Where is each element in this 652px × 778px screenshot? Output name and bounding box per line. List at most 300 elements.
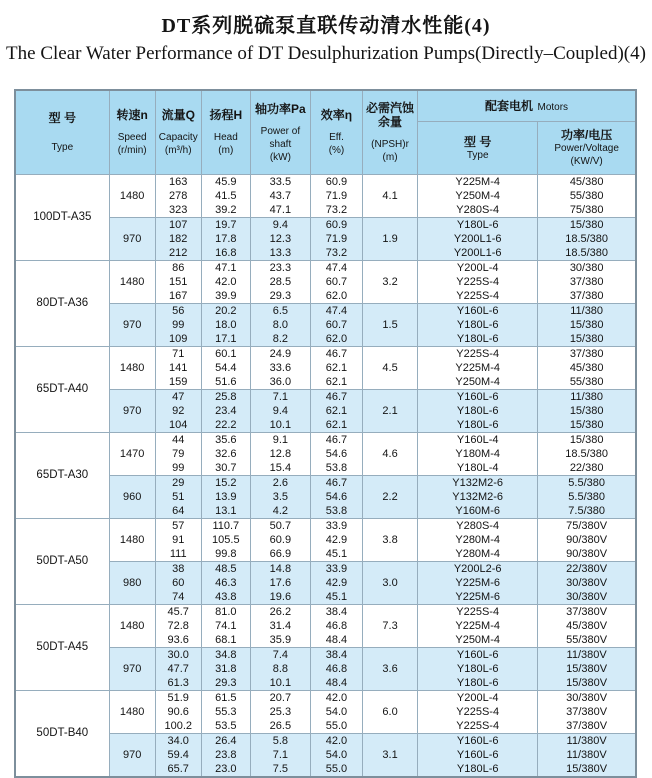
motor-power-voltage-cell: 11/380V — [538, 648, 636, 663]
capacity-cell: 30.0 — [155, 648, 201, 663]
table-body — [15, 175, 636, 778]
shaft-power-cell: 33.6 — [250, 361, 310, 375]
motor-type-cell: Y225S-4 — [418, 719, 538, 734]
shaft-power-cell: 7.5 — [250, 762, 310, 777]
capacity-cell: 74 — [155, 590, 201, 605]
motor-power-voltage-cell: 18.5/380 — [538, 447, 636, 461]
motor-power-voltage-cell: 15/380 — [538, 418, 636, 433]
capacity-cell: 51.9 — [155, 691, 201, 706]
col-header-efficiency-en: Eff. — [329, 132, 344, 143]
speed-cell: 1480 — [109, 605, 155, 648]
capacity-cell: 57 — [155, 519, 201, 534]
head-cell: 15.2 — [201, 476, 250, 491]
capacity-cell: 212 — [155, 246, 201, 261]
shaft-power-cell: 50.7 — [250, 519, 310, 534]
motor-type-cell: Y225M-6 — [418, 590, 538, 605]
table-row — [15, 347, 636, 362]
pump-type-cell: 65DT-A30 — [15, 433, 109, 519]
col-header-type — [15, 90, 109, 175]
capacity-cell: 104 — [155, 418, 201, 433]
head-cell: 26.4 — [201, 734, 250, 749]
efficiency-cell: 46.7 — [310, 390, 362, 405]
efficiency-cell: 54.6 — [310, 447, 362, 461]
efficiency-cell: 53.8 — [310, 461, 362, 476]
efficiency-cell: 38.4 — [310, 648, 362, 663]
pump-type-cell: 80DT-A36 — [15, 261, 109, 347]
motor-power-voltage-cell: 11/380 — [538, 304, 636, 319]
col-header-speed — [109, 90, 155, 175]
shaft-power-cell: 33.5 — [250, 175, 310, 190]
motor-power-voltage-cell: 15/380 — [538, 433, 636, 448]
npsh-cell: 1.9 — [363, 218, 418, 261]
motor-power-voltage-cell: 37/380V — [538, 705, 636, 719]
head-cell: 60.1 — [201, 347, 250, 362]
motor-power-voltage-cell: 75/380 — [538, 203, 636, 218]
head-cell: 99.8 — [201, 547, 250, 562]
shaft-power-cell: 8.0 — [250, 318, 310, 332]
shaft-power-cell: 24.9 — [250, 347, 310, 362]
capacity-cell: 182 — [155, 232, 201, 246]
efficiency-cell: 54.6 — [310, 490, 362, 504]
motor-power-voltage-cell: 37/380 — [538, 275, 636, 289]
shaft-power-cell: 9.4 — [250, 404, 310, 418]
motor-power-voltage-cell: 37/380 — [538, 289, 636, 304]
motor-power-voltage-cell: 15/380 — [538, 332, 636, 347]
npsh-cell: 4.1 — [363, 175, 418, 218]
capacity-cell: 278 — [155, 189, 201, 203]
capacity-cell: 100.2 — [155, 719, 201, 734]
efficiency-cell: 60.7 — [310, 275, 362, 289]
capacity-cell: 111 — [155, 547, 201, 562]
efficiency-cell: 60.7 — [310, 318, 362, 332]
shaft-power-cell: 31.4 — [250, 619, 310, 633]
head-cell: 22.2 — [201, 418, 250, 433]
head-cell: 41.5 — [201, 189, 250, 203]
col-header-motor-type-en: Type — [466, 149, 489, 161]
motor-type-cell: Y250M-4 — [418, 375, 538, 390]
capacity-cell: 59.4 — [155, 748, 201, 762]
motor-type-cell: Y180L-6 — [418, 662, 538, 676]
shaft-power-cell: 17.6 — [250, 576, 310, 590]
motor-power-voltage-cell: 15/380V — [538, 662, 636, 676]
motor-power-voltage-cell: 45/380V — [538, 619, 636, 633]
efficiency-cell: 62.0 — [310, 289, 362, 304]
speed-cell: 1470 — [109, 433, 155, 476]
motor-type-cell: Y225M-4 — [418, 175, 538, 190]
capacity-cell: 38 — [155, 562, 201, 577]
speed-cell: 1480 — [109, 347, 155, 390]
motor-power-voltage-cell: 7.5/380 — [538, 504, 636, 519]
npsh-cell: 4.6 — [363, 433, 418, 476]
efficiency-cell: 45.1 — [310, 547, 362, 562]
motor-power-voltage-cell: 22/380V — [538, 562, 636, 577]
col-header-motors — [418, 90, 636, 122]
capacity-cell: 93.6 — [155, 633, 201, 648]
shaft-power-cell: 2.6 — [250, 476, 310, 491]
capacity-cell: 151 — [155, 275, 201, 289]
efficiency-cell: 42.0 — [310, 691, 362, 706]
head-cell: 23.0 — [201, 762, 250, 777]
capacity-cell: 90.6 — [155, 705, 201, 719]
motor-type-cell: Y280M-4 — [418, 533, 538, 547]
motor-power-voltage-cell: 37/380V — [538, 605, 636, 620]
capacity-cell: 60 — [155, 576, 201, 590]
motor-type-cell: Y280M-4 — [418, 547, 538, 562]
shaft-power-cell: 4.2 — [250, 504, 310, 519]
col-header-type-en: Type — [51, 142, 74, 153]
motor-power-voltage-cell: 30/380V — [538, 691, 636, 706]
col-header-shaft-power-unit: (kW) — [269, 151, 291, 163]
head-cell: 68.1 — [201, 633, 250, 648]
npsh-cell: 3.6 — [363, 648, 418, 691]
col-header-efficiency-unit: (%) — [328, 145, 345, 156]
col-header-motors-en: Motors — [537, 102, 569, 113]
capacity-cell: 323 — [155, 203, 201, 218]
motor-type-cell: Y180L-6 — [418, 762, 538, 777]
motor-type-cell: Y225M-4 — [418, 361, 538, 375]
motor-type-cell: Y160L-6 — [418, 748, 538, 762]
speed-cell: 980 — [109, 562, 155, 605]
efficiency-cell: 47.4 — [310, 304, 362, 319]
shaft-power-cell: 5.8 — [250, 734, 310, 749]
col-header-shaft-power-zh: 轴功率Pa — [255, 101, 306, 116]
capacity-cell: 99 — [155, 318, 201, 332]
head-cell: 34.8 — [201, 648, 250, 663]
capacity-cell: 47.7 — [155, 662, 201, 676]
table-header — [15, 90, 636, 175]
capacity-cell: 107 — [155, 218, 201, 233]
capacity-cell: 91 — [155, 533, 201, 547]
pump-type-cell: 65DT-A40 — [15, 347, 109, 433]
head-cell: 35.6 — [201, 433, 250, 448]
table-row — [15, 175, 636, 190]
shaft-power-cell: 6.5 — [250, 304, 310, 319]
motor-type-cell: Y225S-4 — [418, 289, 538, 304]
speed-cell: 1480 — [109, 175, 155, 218]
efficiency-cell: 60.9 — [310, 218, 362, 233]
efficiency-cell: 42.9 — [310, 533, 362, 547]
motor-power-voltage-cell: 90/380V — [538, 547, 636, 562]
col-header-capacity — [155, 90, 201, 175]
capacity-cell: 167 — [155, 289, 201, 304]
motor-power-voltage-cell: 15/380V — [538, 762, 636, 777]
motor-power-voltage-cell: 75/380V — [538, 519, 636, 534]
shaft-power-cell: 23.3 — [250, 261, 310, 276]
efficiency-cell: 62.1 — [310, 361, 362, 375]
col-header-capacity-zh: 流量Q — [161, 108, 195, 122]
head-cell: 39.2 — [201, 203, 250, 218]
shaft-power-cell: 29.3 — [250, 289, 310, 304]
efficiency-cell: 71.9 — [310, 232, 362, 246]
capacity-cell: 65.7 — [155, 762, 201, 777]
motor-power-voltage-cell: 45/380 — [538, 361, 636, 375]
col-header-speed-en: Speed — [117, 132, 147, 143]
shaft-power-cell: 13.3 — [250, 246, 310, 261]
motor-type-cell: Y132M2-6 — [418, 490, 538, 504]
shaft-power-cell: 9.4 — [250, 218, 310, 233]
motor-type-cell: Y180L-6 — [418, 418, 538, 433]
capacity-cell: 71 — [155, 347, 201, 362]
capacity-cell: 163 — [155, 175, 201, 190]
head-cell: 74.1 — [201, 619, 250, 633]
motor-power-voltage-cell: 55/380 — [538, 189, 636, 203]
pump-type-cell: 50DT-A50 — [15, 519, 109, 605]
head-cell: 23.8 — [201, 748, 250, 762]
col-header-efficiency-zh: 效率η — [320, 108, 353, 122]
npsh-cell: 6.0 — [363, 691, 418, 734]
head-cell: 105.5 — [201, 533, 250, 547]
motor-type-cell: Y225M-4 — [418, 619, 538, 633]
performance-table — [14, 89, 637, 778]
speed-cell: 970 — [109, 734, 155, 778]
motor-type-cell: Y225S-4 — [418, 705, 538, 719]
motor-type-cell: Y160M-6 — [418, 504, 538, 519]
efficiency-cell: 45.1 — [310, 590, 362, 605]
table-row — [15, 433, 636, 448]
speed-cell: 1480 — [109, 519, 155, 562]
head-cell: 48.5 — [201, 562, 250, 577]
head-cell: 54.4 — [201, 361, 250, 375]
speed-cell: 970 — [109, 304, 155, 347]
col-header-motor-pv-en: Power/Voltage — [554, 143, 619, 154]
motor-power-voltage-cell: 15/380V — [538, 676, 636, 691]
motor-type-cell: Y250M-4 — [418, 189, 538, 203]
motor-power-voltage-cell: 30/380V — [538, 576, 636, 590]
shaft-power-cell: 8.2 — [250, 332, 310, 347]
motor-type-cell: Y180L-6 — [418, 676, 538, 691]
head-cell: 18.0 — [201, 318, 250, 332]
npsh-cell: 3.0 — [363, 562, 418, 605]
npsh-cell: 3.2 — [363, 261, 418, 304]
motor-power-voltage-cell: 30/380 — [538, 261, 636, 276]
motor-type-cell: Y200L2-6 — [418, 562, 538, 577]
head-cell: 43.8 — [201, 590, 250, 605]
motor-power-voltage-cell: 37/380V — [538, 719, 636, 734]
motor-type-cell: Y250M-4 — [418, 633, 538, 648]
efficiency-cell: 54.0 — [310, 705, 362, 719]
col-header-npsh-zh2: 余量 — [378, 115, 403, 129]
motor-type-cell: Y200L-4 — [418, 691, 538, 706]
capacity-cell: 29 — [155, 476, 201, 491]
motor-power-voltage-cell: 90/380V — [538, 533, 636, 547]
capacity-cell: 56 — [155, 304, 201, 319]
col-header-motor-power-voltage — [538, 122, 636, 175]
shaft-power-cell: 66.9 — [250, 547, 310, 562]
motor-type-cell: Y160L-4 — [418, 433, 538, 448]
efficiency-cell: 71.9 — [310, 189, 362, 203]
capacity-cell: 141 — [155, 361, 201, 375]
head-cell: 30.7 — [201, 461, 250, 476]
col-header-motor-pv-unit: (KW/V) — [570, 156, 603, 167]
shaft-power-cell: 9.1 — [250, 433, 310, 448]
capacity-cell: 86 — [155, 261, 201, 276]
col-header-speed-unit: (r/min) — [117, 145, 147, 156]
efficiency-cell: 38.4 — [310, 605, 362, 620]
npsh-cell: 2.2 — [363, 476, 418, 519]
table-row — [15, 261, 636, 276]
efficiency-cell: 55.0 — [310, 719, 362, 734]
col-header-shaft-power-en1: Power of — [260, 125, 301, 137]
motor-type-cell: Y160L-6 — [418, 390, 538, 405]
npsh-cell: 2.1 — [363, 390, 418, 433]
head-cell: 53.5 — [201, 719, 250, 734]
page-title-zh: DT系列脱硫泵直联传动清水性能(4) — [161, 15, 491, 37]
col-header-head-unit: (m) — [218, 145, 234, 156]
motor-type-cell: Y225M-6 — [418, 576, 538, 590]
motor-power-voltage-cell: 5.5/380 — [538, 490, 636, 504]
head-cell: 31.8 — [201, 662, 250, 676]
capacity-cell: 45.7 — [155, 605, 201, 620]
npsh-cell: 3.1 — [363, 734, 418, 778]
head-cell: 51.6 — [201, 375, 250, 390]
capacity-cell: 64 — [155, 504, 201, 519]
capacity-cell: 44 — [155, 433, 201, 448]
shaft-power-cell: 47.1 — [250, 203, 310, 218]
head-cell: 17.8 — [201, 232, 250, 246]
shaft-power-cell: 7.1 — [250, 748, 310, 762]
motor-type-cell: Y180L-6 — [418, 218, 538, 233]
motor-power-voltage-cell: 5.5/380 — [538, 476, 636, 491]
shaft-power-cell: 26.5 — [250, 719, 310, 734]
npsh-cell: 4.5 — [363, 347, 418, 390]
shaft-power-cell: 25.3 — [250, 705, 310, 719]
col-header-capacity-en: Capacity — [158, 132, 198, 143]
shaft-power-cell: 12.8 — [250, 447, 310, 461]
col-header-head-zh: 扬程H — [209, 108, 243, 122]
head-cell: 32.6 — [201, 447, 250, 461]
shaft-power-cell: 43.7 — [250, 189, 310, 203]
motor-power-voltage-cell: 37/380 — [538, 347, 636, 362]
efficiency-cell: 46.8 — [310, 619, 362, 633]
head-cell: 61.5 — [201, 691, 250, 706]
motor-type-cell: Y225S-4 — [418, 275, 538, 289]
shaft-power-cell: 10.1 — [250, 676, 310, 691]
head-cell: 39.9 — [201, 289, 250, 304]
efficiency-cell: 33.9 — [310, 562, 362, 577]
shaft-power-cell: 15.4 — [250, 461, 310, 476]
motor-power-voltage-cell: 22/380 — [538, 461, 636, 476]
efficiency-cell: 73.2 — [310, 246, 362, 261]
capacity-cell: 159 — [155, 375, 201, 390]
shaft-power-cell: 7.1 — [250, 390, 310, 405]
motor-type-cell: Y180L-6 — [418, 332, 538, 347]
efficiency-cell: 60.9 — [310, 175, 362, 190]
motor-power-voltage-cell: 11/380V — [538, 734, 636, 749]
col-header-head — [201, 90, 250, 175]
efficiency-cell: 33.9 — [310, 519, 362, 534]
speed-cell: 970 — [109, 218, 155, 261]
table-row — [15, 519, 636, 534]
capacity-cell: 47 — [155, 390, 201, 405]
pump-type-cell: 50DT-B40 — [15, 691, 109, 778]
motor-type-cell: Y180L-6 — [418, 318, 538, 332]
speed-cell: 970 — [109, 390, 155, 433]
capacity-cell: 79 — [155, 447, 201, 461]
motor-power-voltage-cell: 18.5/380 — [538, 232, 636, 246]
head-cell: 25.8 — [201, 390, 250, 405]
table-row — [15, 691, 636, 706]
motor-type-cell: Y180M-4 — [418, 447, 538, 461]
efficiency-cell: 62.0 — [310, 332, 362, 347]
head-cell: 46.3 — [201, 576, 250, 590]
efficiency-cell: 62.1 — [310, 418, 362, 433]
head-cell: 42.0 — [201, 275, 250, 289]
head-cell: 19.7 — [201, 218, 250, 233]
col-header-motor-type-zh: 型 号 — [464, 134, 492, 149]
head-cell: 13.1 — [201, 504, 250, 519]
col-header-npsh-en: (NPSH)r — [371, 139, 409, 150]
motor-power-voltage-cell: 30/380V — [538, 590, 636, 605]
efficiency-cell: 55.0 — [310, 762, 362, 777]
shaft-power-cell: 20.7 — [250, 691, 310, 706]
efficiency-cell: 48.4 — [310, 676, 362, 691]
efficiency-cell: 46.7 — [310, 433, 362, 448]
motor-power-voltage-cell: 55/380V — [538, 633, 636, 648]
col-header-motor-type — [418, 122, 538, 175]
shaft-power-cell: 28.5 — [250, 275, 310, 289]
capacity-cell: 92 — [155, 404, 201, 418]
capacity-cell: 72.8 — [155, 619, 201, 633]
motor-type-cell: Y180L-4 — [418, 461, 538, 476]
shaft-power-cell: 19.6 — [250, 590, 310, 605]
efficiency-cell: 46.7 — [310, 347, 362, 362]
speed-cell: 1480 — [109, 691, 155, 734]
shaft-power-cell: 10.1 — [250, 418, 310, 433]
npsh-cell: 1.5 — [363, 304, 418, 347]
shaft-power-cell: 7.4 — [250, 648, 310, 663]
col-header-capacity-unit: (m³/h) — [164, 145, 192, 156]
motor-power-voltage-cell: 18.5/380 — [538, 246, 636, 261]
head-cell: 13.9 — [201, 490, 250, 504]
head-cell: 17.1 — [201, 332, 250, 347]
motor-type-cell: Y200L-4 — [418, 261, 538, 276]
speed-cell: 1480 — [109, 261, 155, 304]
motor-type-cell: Y280S-4 — [418, 203, 538, 218]
shaft-power-cell: 26.2 — [250, 605, 310, 620]
head-cell: 20.2 — [201, 304, 250, 319]
motor-type-cell: Y200L1-6 — [418, 246, 538, 261]
pump-type-cell: 100DT-A35 — [15, 175, 109, 261]
capacity-cell: 34.0 — [155, 734, 201, 749]
efficiency-cell: 62.1 — [310, 404, 362, 418]
head-cell: 81.0 — [201, 605, 250, 620]
motor-power-voltage-cell: 15/380 — [538, 404, 636, 418]
head-cell: 45.9 — [201, 175, 250, 190]
motor-power-voltage-cell: 11/380 — [538, 390, 636, 405]
efficiency-cell: 42.0 — [310, 734, 362, 749]
efficiency-cell: 62.1 — [310, 375, 362, 390]
efficiency-cell: 42.9 — [310, 576, 362, 590]
motor-type-cell: Y200L1-6 — [418, 232, 538, 246]
npsh-cell: 3.8 — [363, 519, 418, 562]
motor-power-voltage-cell: 45/380 — [538, 175, 636, 190]
pump-type-cell: 50DT-A45 — [15, 605, 109, 691]
col-header-npsh-zh1: 必需汽蚀 — [366, 101, 415, 115]
head-cell: 110.7 — [201, 519, 250, 534]
shaft-power-cell: 14.8 — [250, 562, 310, 577]
col-header-head-en: Head — [213, 132, 238, 143]
head-cell: 47.1 — [201, 261, 250, 276]
efficiency-cell: 47.4 — [310, 261, 362, 276]
col-header-npsh-unit: (m) — [382, 152, 398, 163]
efficiency-cell: 48.4 — [310, 633, 362, 648]
col-header-motor-pv-zh: 功率/电压 — [560, 128, 613, 142]
col-header-shaft-power-en2: shaft — [269, 138, 292, 150]
motor-type-cell: Y225S-4 — [418, 347, 538, 362]
motor-power-voltage-cell: 15/380 — [538, 318, 636, 332]
page-title-en: The Clear Water Performance of DT Desulphurization Pumps(Directly–Coupled)(4) — [6, 43, 646, 64]
col-header-npsh — [363, 90, 418, 175]
